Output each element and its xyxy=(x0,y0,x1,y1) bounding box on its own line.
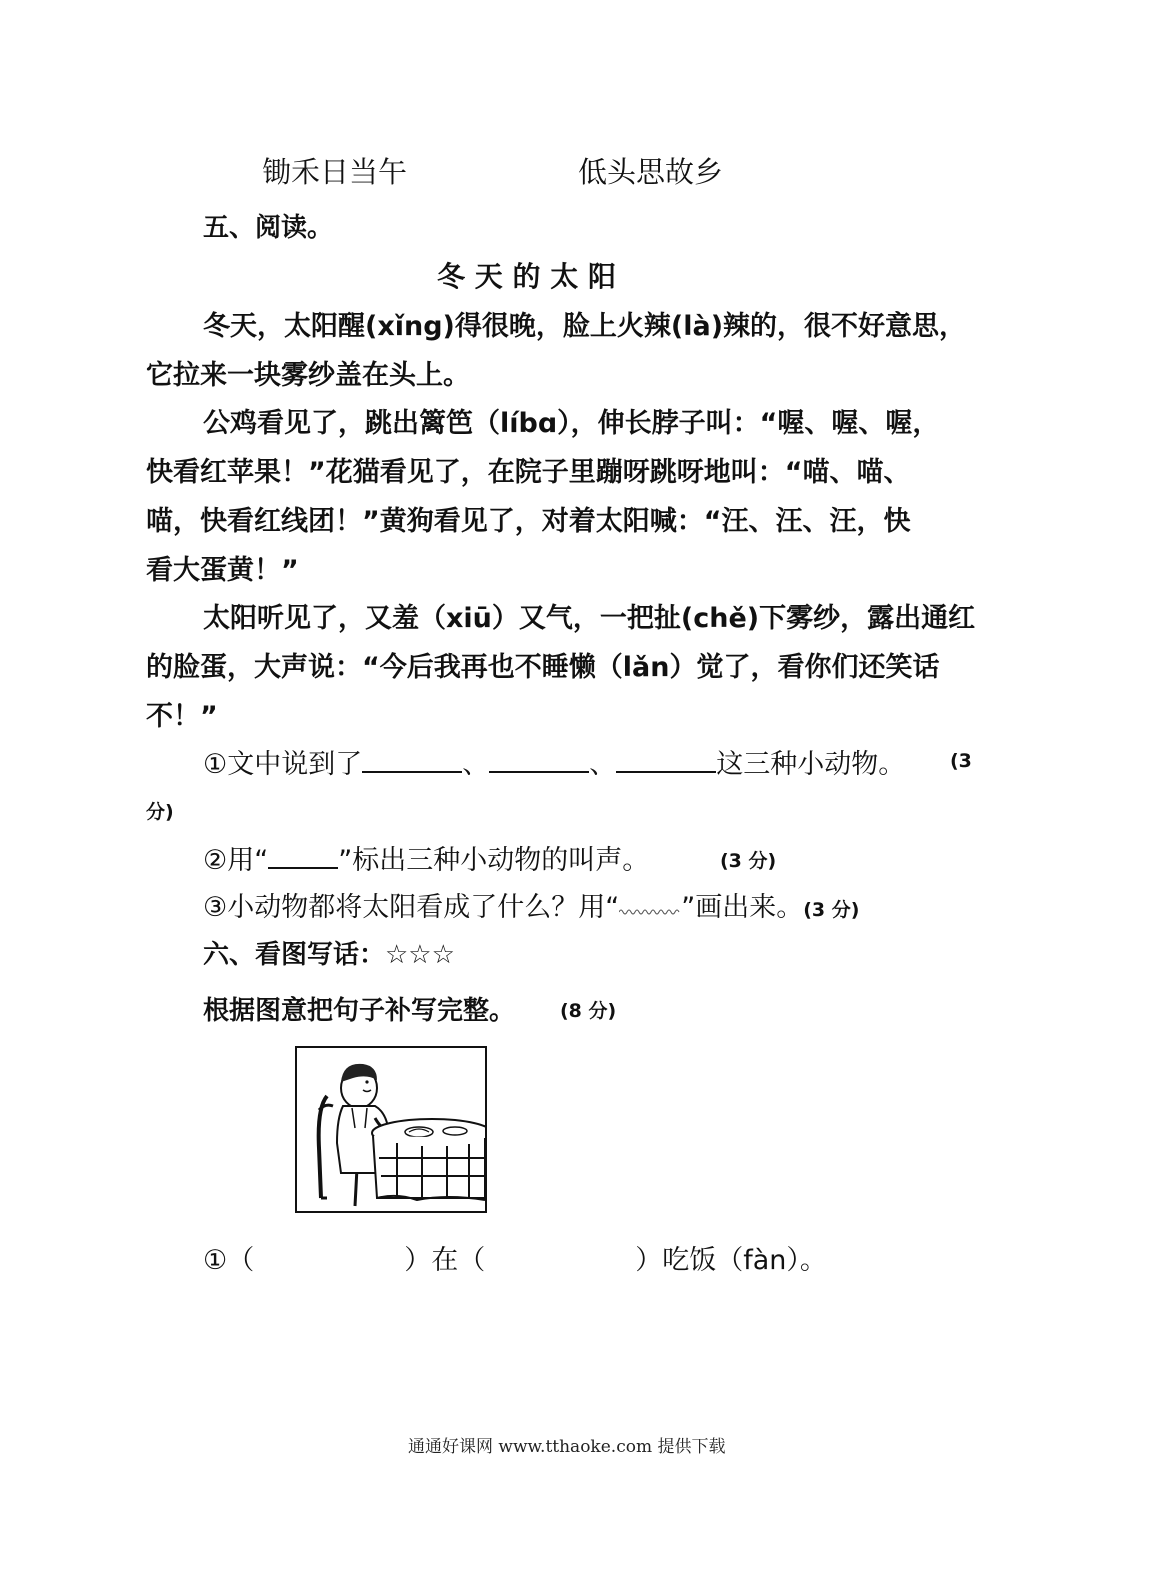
question-1-points-unit: 分) xyxy=(146,801,174,823)
passage-line: 看大蛋黄！” xyxy=(146,555,299,586)
section6-instruction: 根据图意把句子补写完整。 xyxy=(203,996,516,1026)
question-2-points: (3 分) xyxy=(720,850,777,872)
passage-line: 太阳听见了，又羞（xiū）又气，一把扯(chě)下雾纱，露出通红 xyxy=(203,603,976,634)
section6-points: (8 分) xyxy=(560,1000,617,1022)
passage-title: 冬 天 的 太 阳 xyxy=(437,260,616,293)
boy-eating-illustration xyxy=(297,1048,485,1211)
sentence-fill xyxy=(203,1238,827,1277)
question-3-text-end: ”画出来。 xyxy=(681,892,804,923)
section5-heading: 五、阅读。 xyxy=(203,213,334,243)
section6-heading: 六、看图写话：☆☆☆ xyxy=(203,940,455,970)
passage-line: 不！” xyxy=(146,701,218,732)
picture-frame xyxy=(295,1046,487,1213)
question-3-points: (3 分) xyxy=(803,899,860,921)
footer-text: 通通好课网 www.tthaoke.com 提供下载 xyxy=(408,1437,726,1457)
answer-blank-3[interactable] xyxy=(616,749,716,773)
separator: 、 xyxy=(462,749,490,780)
passage-line: 快看红苹果！”花猫看见了，在院子里蹦呀跳呀地叫：“喵、喵、 xyxy=(146,457,911,488)
passage-line: 它拉来一块雾纱盖在头上。 xyxy=(146,360,470,391)
wavy-line-sample xyxy=(619,904,681,916)
passage-line: 喵，快看红线团！”黄狗看见了，对着太阳喊：“汪、汪、汪，快 xyxy=(146,506,911,537)
question-3 xyxy=(203,885,859,924)
underline-sample xyxy=(268,845,338,869)
question-1-points: (3 xyxy=(950,750,972,772)
answer-blank-1[interactable] xyxy=(362,749,462,773)
separator: 、 xyxy=(589,749,617,780)
poem-line-left: 锄禾日当午 xyxy=(262,155,408,189)
poem-line-right: 低头思故乡 xyxy=(578,155,724,189)
question-2 xyxy=(203,838,649,877)
passage-line: 冬天，太阳醒(xǐng)得很晚，脸上火辣(là)辣的，很不好意思， xyxy=(203,311,967,342)
sentence-open: ①（ xyxy=(203,1245,255,1276)
question-2-text-end: ”标出三种小动物的叫声。 xyxy=(338,845,650,876)
question-1-text-end: 这三种小动物。 xyxy=(716,749,906,780)
question-1-text: ①文中说到了 xyxy=(203,749,363,780)
question-3-text: ③小动物都将太阳看成了什么？用“ xyxy=(203,892,620,923)
sentence-end: ）吃饭（fàn）。 xyxy=(635,1245,827,1276)
sentence-middle: ）在（ xyxy=(404,1245,486,1276)
passage-line: 公鸡看见了，跳出篱笆（líbɑ），伸长脖子叫：“喔、喔、喔， xyxy=(203,408,940,439)
answer-blank-2[interactable] xyxy=(489,749,589,773)
question-1 xyxy=(203,742,905,781)
question-2-text: ②用“ xyxy=(203,845,269,876)
passage-line: 的脸蛋，大声说：“今后我再也不睡懒（lǎn）觉了，看你们还笑话 xyxy=(146,652,940,683)
